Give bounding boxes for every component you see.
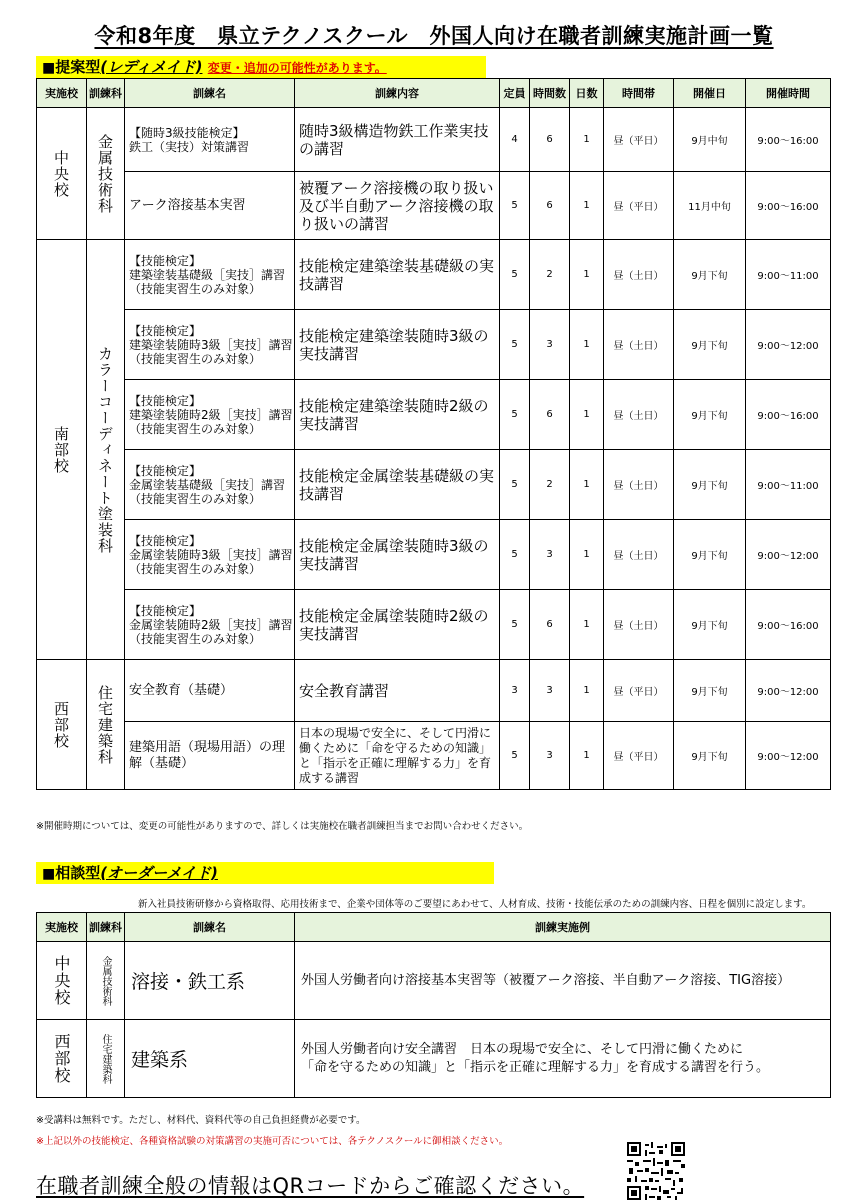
section-label: 提案型 [55, 58, 101, 76]
time-slot: 昼（土日） [604, 590, 674, 660]
course-name: アーク溶接基本実習 [125, 172, 295, 240]
column-header: 日数 [570, 79, 604, 108]
table-row [37, 1020, 831, 1098]
column-header: 時間帯 [604, 79, 674, 108]
time-slot: 昼（土日） [604, 520, 674, 590]
table-header-row [37, 79, 831, 108]
hours: 6 [530, 590, 570, 660]
course-name: 建築系 [125, 1020, 295, 1098]
days: 1 [570, 590, 604, 660]
table-row [37, 942, 831, 1020]
column-header: 実施校 [37, 913, 87, 942]
course-content: 技能検定建築塗装随時2級の実技講習 [295, 380, 500, 450]
event-date: 9月下旬 [674, 240, 746, 310]
event-time: 9:00～12:00 [746, 660, 831, 722]
event-date: 9月下旬 [674, 590, 746, 660]
schedule-note: ※開催時期については、変更の可能性がありますので、詳しくは実施校在職者訓練担当までお問い合わせください。 [36, 821, 529, 832]
table-row [37, 590, 831, 660]
hours: 3 [530, 660, 570, 722]
capacity: 5 [500, 450, 530, 520]
course-name: 【技能検定】 金属塗装随時3級［実技］講習 （技能実習生のみ対象） [125, 520, 295, 590]
column-header: 訓練科 [87, 913, 125, 942]
column-header: 訓練名 [125, 79, 295, 108]
time-slot: 昼（土日） [604, 310, 674, 380]
event-time: 9:00～11:00 [746, 450, 831, 520]
section-marker: ■ [42, 60, 56, 76]
dept-cell [87, 660, 125, 790]
capacity: 4 [500, 108, 530, 172]
event-date: 9月中旬 [674, 108, 746, 172]
event-date: 9月下旬 [674, 520, 746, 590]
capacity: 5 [500, 590, 530, 660]
event-time: 9:00～16:00 [746, 590, 831, 660]
column-header: 定員 [500, 79, 530, 108]
table-row [37, 722, 831, 790]
school-cell [37, 660, 87, 790]
school-name: 西部校 [52, 700, 70, 749]
hours: 6 [530, 172, 570, 240]
capacity: 5 [500, 380, 530, 450]
event-time: 9:00～11:00 [746, 240, 831, 310]
days: 1 [570, 450, 604, 520]
hours: 3 [530, 310, 570, 380]
dept-name: 住宅建築科 [96, 684, 114, 765]
course-content: 技能検定建築塗装随時3級の実技講習 [295, 310, 500, 380]
consult-table [36, 912, 831, 1098]
course-content: 被覆アーク溶接機の取り扱い及び半自動アーク溶接機の取り扱いの講習 [295, 172, 500, 240]
footer-text: 在職者訓練全般の情報はQRコードからご確認ください。 [36, 1174, 585, 1198]
course-content: 日本の現場で安全に、そして円滑に働くために「命を守るための知識」と「指示を正確に理解する力」を育成する講習 [295, 722, 500, 790]
school-cell [37, 240, 87, 660]
event-date: 9月下旬 [674, 310, 746, 380]
column-header: 開催日 [674, 79, 746, 108]
qr-code-icon[interactable] [624, 1142, 688, 1200]
course-name: 【技能検定】 建築塗装随時3級［実技］講習 （技能実習生のみ対象） [125, 310, 295, 380]
column-header: 訓練名 [125, 913, 295, 942]
time-slot: 昼（平日） [604, 660, 674, 722]
time-slot: 昼（土日） [604, 240, 674, 310]
fee-note: ※受講料は無料です。ただし、材料代、資料代等の自己負担経費が必要です。 [36, 1115, 366, 1126]
time-slot: 昼（土日） [604, 450, 674, 520]
days: 1 [570, 240, 604, 310]
column-header: 訓練実施例 [295, 913, 831, 942]
capacity: 5 [500, 310, 530, 380]
table-row [37, 660, 831, 722]
course-name: 【技能検定】 建築塗装随時2級［実技］講習 （技能実習生のみ対象） [125, 380, 295, 450]
capacity: 5 [500, 240, 530, 310]
event-time: 9:00～16:00 [746, 380, 831, 450]
section-label: 相談型 [55, 864, 101, 882]
course-name: 安全教育（基礎） [125, 660, 295, 722]
course-example: 外国人労働者向け安全講習 日本の現場で安全に、そして円滑に働くために 「命を守るための知識」と「指示を正確に理解する力」を育成する講習を行う。 [295, 1020, 831, 1098]
dept-cell [87, 240, 125, 660]
hours: 3 [530, 520, 570, 590]
section-consult-header [36, 862, 494, 884]
dept-name: 金属技術科 [100, 955, 111, 1006]
section-notice: 変更・追加の可能性があります。 [207, 61, 387, 75]
column-header: 訓練内容 [295, 79, 500, 108]
dept-cell [87, 1020, 125, 1098]
hours: 3 [530, 722, 570, 790]
section-type: (オーダーメイド) [100, 864, 218, 882]
days: 1 [570, 520, 604, 590]
column-header: 訓練科 [87, 79, 125, 108]
other-exams-note: ※上記以外の技能検定、各種資格試験の対策講習の実施可否については、各テクノスクールに御相談ください。 [36, 1136, 509, 1147]
days: 1 [570, 310, 604, 380]
course-name: 溶接・鉄工系 [125, 942, 295, 1020]
dept-name: カラーコーディネート塗装科 [96, 345, 114, 554]
event-date: 9月下旬 [674, 450, 746, 520]
column-header: 時間数 [530, 79, 570, 108]
course-example: 外国人労働者向け溶接基本実習等（被覆アーク溶接、半自動アーク溶接、TIG溶接） [295, 942, 831, 1020]
section-type: (レディメイド) [100, 58, 203, 76]
dept-cell [87, 942, 125, 1020]
course-content: 技能検定金属塗装随時3級の実技講習 [295, 520, 500, 590]
time-slot: 昼（土日） [604, 380, 674, 450]
column-header: 実施校 [37, 79, 87, 108]
course-content: 安全教育講習 [295, 660, 500, 722]
column-header: 開催時間 [746, 79, 831, 108]
school-name: 中央校 [52, 149, 70, 198]
time-slot: 昼（平日） [604, 108, 674, 172]
table-row [37, 108, 831, 172]
dept-cell [87, 108, 125, 240]
hours: 2 [530, 240, 570, 310]
capacity: 5 [500, 520, 530, 590]
hours: 6 [530, 380, 570, 450]
course-name: 【技能検定】 金属塗装基礎級［実技］講習 （技能実習生のみ対象） [125, 450, 295, 520]
consult-intro: 新入社員技術研修から資格取得、応用技術まで、企業や団体等のご要望にあわせて、人材育成、技術・技能伝承のための訓練内容、日程を個別に設定します。 [138, 899, 812, 910]
event-date: 9月下旬 [674, 380, 746, 450]
proposal-table [36, 78, 831, 790]
course-name: 建築用語（現場用語）の理解（基礎） [125, 722, 295, 790]
days: 1 [570, 660, 604, 722]
course-content: 技能検定建築塗装基礎級の実技講習 [295, 240, 500, 310]
event-time: 9:00～16:00 [746, 172, 831, 240]
table-row [37, 240, 831, 310]
school-name: 西部校 [52, 1033, 71, 1084]
event-date: 11月中旬 [674, 172, 746, 240]
table-row [37, 380, 831, 450]
event-time: 9:00～12:00 [746, 520, 831, 590]
school-cell [37, 108, 87, 240]
school-cell [37, 942, 87, 1020]
section-marker: ■ [42, 866, 56, 882]
time-slot: 昼（平日） [604, 172, 674, 240]
table-header-row [37, 913, 831, 942]
capacity: 5 [500, 722, 530, 790]
section-proposal-header [36, 56, 486, 78]
event-date: 9月下旬 [674, 660, 746, 722]
days: 1 [570, 108, 604, 172]
hours: 6 [530, 108, 570, 172]
days: 1 [570, 380, 604, 450]
page-title: 令和8年度 県立テクノスクール 外国人向け在職者訓練実施計画一覧 [94, 24, 774, 48]
dept-name: 住宅建築科 [100, 1033, 111, 1084]
event-date: 9月下旬 [674, 722, 746, 790]
school-name: 中央校 [52, 955, 71, 1006]
event-time: 9:00～12:00 [746, 722, 831, 790]
event-time: 9:00～16:00 [746, 108, 831, 172]
course-content: 技能検定金属塗装随時2級の実技講習 [295, 590, 500, 660]
table-row [37, 520, 831, 590]
days: 1 [570, 172, 604, 240]
school-cell [37, 1020, 87, 1098]
capacity: 5 [500, 172, 530, 240]
days: 1 [570, 722, 604, 790]
dept-name: 金属技術科 [96, 133, 114, 214]
hours: 2 [530, 450, 570, 520]
time-slot: 昼（平日） [604, 722, 674, 790]
table-row [37, 172, 831, 240]
school-name: 南部校 [52, 425, 70, 474]
capacity: 3 [500, 660, 530, 722]
table-row [37, 450, 831, 520]
course-name: 【随時3級技能検定】 鉄工（実技）対策講習 [125, 108, 295, 172]
course-name: 【技能検定】 建築塗装基礎級［実技］講習 （技能実習生のみ対象） [125, 240, 295, 310]
course-name: 【技能検定】 金属塗装随時2級［実技］講習 （技能実習生のみ対象） [125, 590, 295, 660]
event-time: 9:00～12:00 [746, 310, 831, 380]
course-content: 随時3級構造物鉄工作業実技の講習 [295, 108, 500, 172]
course-content: 技能検定金属塗装基礎級の実技講習 [295, 450, 500, 520]
table-row [37, 310, 831, 380]
